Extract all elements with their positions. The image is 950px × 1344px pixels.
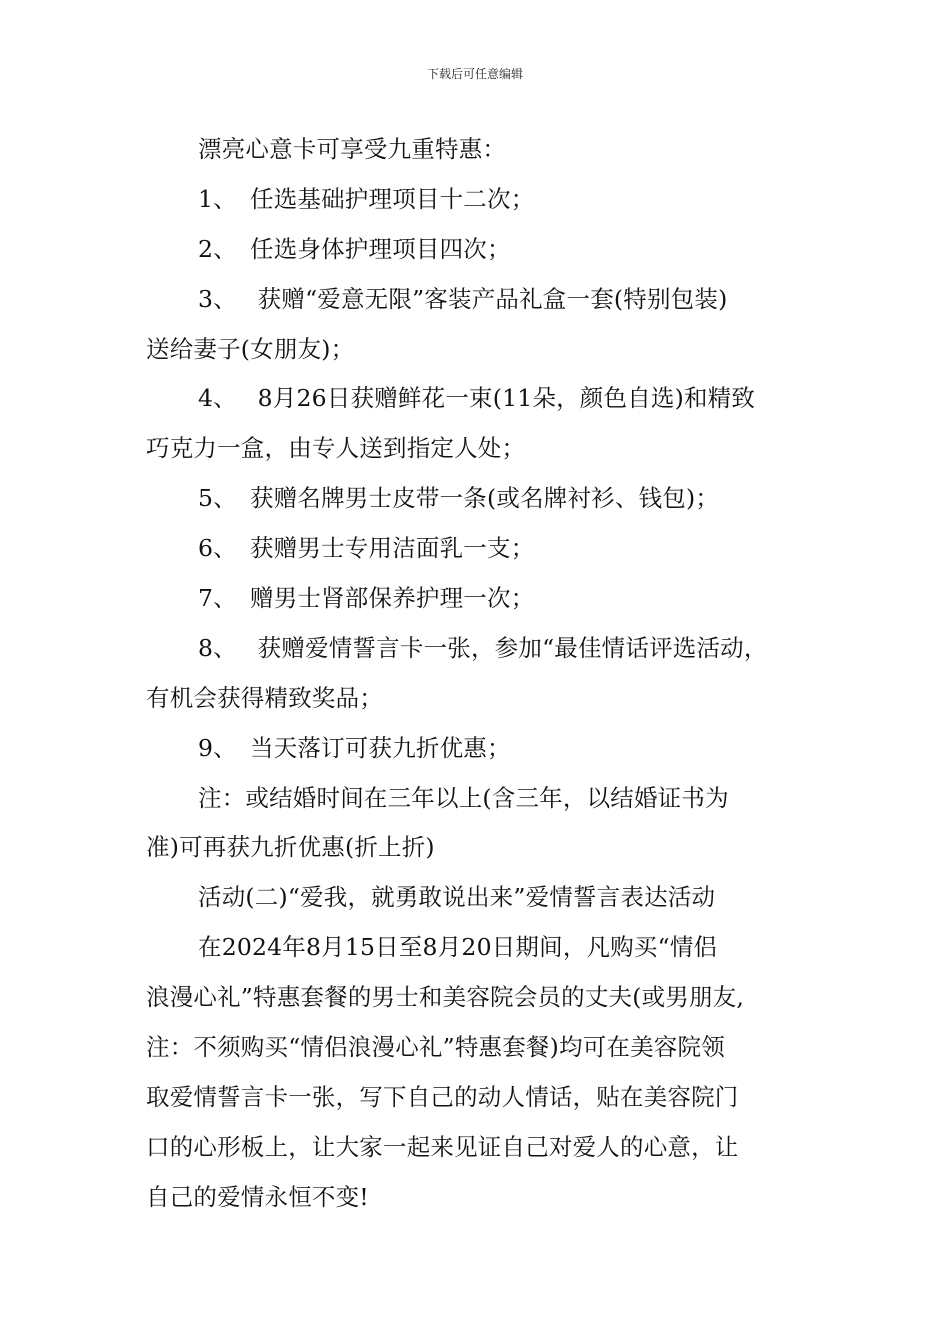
list-item-6 <box>146 524 810 574</box>
list-text: 任选基础护理项目十二次； <box>250 184 535 213</box>
list-item-3 <box>146 275 810 325</box>
activity-paragraph-line-3: 注：不须购买“情侣浪漫心礼”特惠套餐)均可在美容院领 <box>146 1033 725 1062</box>
list-text: 赠男士肾部保养护理一次； <box>250 584 535 613</box>
list-item-2 <box>146 225 810 275</box>
list-item-1 <box>146 175 810 225</box>
list-number: 7、 <box>198 584 237 613</box>
list-number: 4、 <box>198 384 237 413</box>
list-item-8 <box>146 624 810 674</box>
list-text: 当天落订可获九折优惠； <box>250 733 511 762</box>
list-item-3-continued: 送给妻子(女朋友)； <box>146 334 355 363</box>
list-text: 获赠男士专用洁面乳一支； <box>250 534 535 563</box>
paragraph-intro: 漂亮心意卡可享受九重特惠： <box>198 135 507 163</box>
activity-paragraph-line-4: 取爱情誓言卡一张，写下自己的动人情话，贴在美容院门 <box>146 1082 739 1111</box>
list-item-9 <box>146 724 810 774</box>
list-text: 获赠“爱意无限”客装产品礼盒一套(特别包装) <box>250 284 728 313</box>
list-number: 6、 <box>198 534 237 563</box>
activity-paragraph: 在2024年8月15日至8月20日期间，凡购买“情侣 <box>198 933 718 962</box>
list-number: 5、 <box>198 484 237 513</box>
list-item-4 <box>146 374 810 424</box>
list-number: 3、 <box>198 284 237 313</box>
list-number: 8、 <box>198 633 237 662</box>
note-paragraph: 注：或结婚时间在三年以上(含三年，以结婚证书为 <box>198 783 729 812</box>
list-item-5 <box>146 474 810 524</box>
activity-paragraph-line-5: 口的心形板上，让大家一起来见证自己对爱人的心意，让 <box>146 1132 739 1161</box>
activity-heading: 活动(二)“爱我，就勇敢说出来”爱情誓言表达活动 <box>198 883 716 912</box>
activity-paragraph-line-2: 浪漫心礼”特惠套餐的男士和美容院会员的丈夫(或男朋友, <box>146 983 745 1012</box>
list-number: 2、 <box>198 234 237 263</box>
list-text: 任选身体护理项目四次； <box>250 234 511 263</box>
list-text: 获赠名牌男士皮带一条(或名牌衬衫、钱包)； <box>250 484 720 513</box>
list-text: 8月26日获赠鲜花一束(11朵，颜色自选)和精致 <box>250 384 756 413</box>
activity-paragraph-line-6: 自己的爱情永恒不变! <box>146 1182 369 1211</box>
list-text: 获赠爱情誓言卡一张，参加“最佳情话评选活动， <box>250 633 768 662</box>
document-body <box>146 125 810 1223</box>
list-item-4-continued: 巧克力一盒，由专人送到指定人处； <box>146 434 526 463</box>
list-item-8-continued: 有机会获得精致奖品； <box>146 683 383 712</box>
note-paragraph-continued: 准)可再获九折优惠(折上折) <box>146 833 435 862</box>
list-number: 9、 <box>198 733 237 762</box>
list-item-7 <box>146 574 810 624</box>
page-header: 下载后可任意编辑 <box>426 67 523 81</box>
list-number: 1、 <box>198 184 237 213</box>
